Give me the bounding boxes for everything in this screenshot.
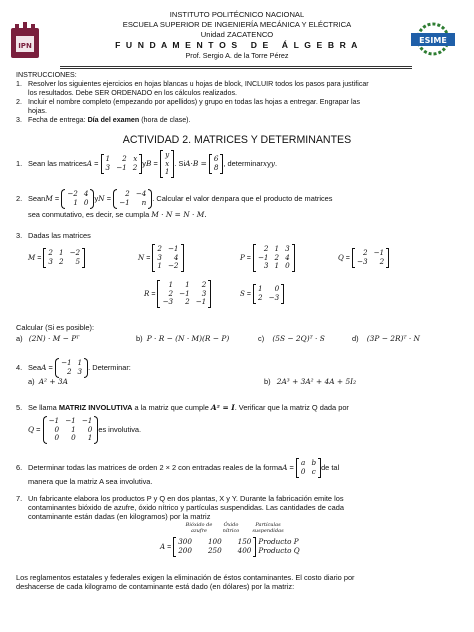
problem-5: 5. Se llama MATRIZ INVOLUTIVA a la matriz que cumple A² = I. Verificar que la matriz Q dada por [16, 403, 349, 412]
matrix-M-def: M = 2 1 −2 3 2 5 [28, 247, 85, 269]
matrix-cell: 1 [274, 244, 280, 254]
matrix-cell: −1 [257, 252, 269, 262]
matrix-cell: 100 [207, 537, 222, 547]
matrix-cell: 2 [201, 280, 207, 290]
matrix-A [101, 154, 143, 173]
matrix-cell: 3 [201, 288, 207, 298]
problem-7-line2: contaminantes bióxido de azufre, óxido nítrico y partículas suspendidas. Las cantidades de cada [28, 503, 344, 512]
matrix-Q-def: Q = 2 −1 −3 2 [338, 247, 389, 269]
matrix-cell: 2 [125, 189, 130, 199]
ipn-logo-icon [8, 22, 42, 62]
matrix-cell: 1 [157, 261, 162, 271]
p4-part-b: b) 2A³ + 3A² + 4A + 5I₂ [264, 377, 357, 386]
matrix-cell: 1 [71, 424, 76, 434]
col-head-particles: Partículas suspendidas [252, 522, 284, 534]
matrix-cell: 2 [362, 248, 368, 258]
activity-title: ACTIVIDAD 2. MATRICES Y DETERMINANTES [122, 134, 352, 146]
problem-5-matrix: Q = −1 −1 −1 0 1 0 0 0 1 es involutiva. [28, 416, 142, 443]
matrix-cell: −4 [135, 189, 147, 199]
matrix-cell: 3 [77, 367, 83, 376]
matrix-cell: 0 [71, 433, 76, 443]
matrix-cell: −1 [195, 297, 207, 307]
matrix-cell: 2 [132, 163, 138, 172]
matrix-cell: −1 [65, 416, 76, 426]
institution-name: INSTITUTO POLITÉCNICO NACIONAL [169, 10, 305, 19]
matrix-cell: 3 [285, 244, 290, 254]
matrix-cell: 6 [213, 154, 219, 164]
matrix-cell: 0 [87, 424, 93, 434]
document-header [0, 10, 474, 68]
matrix-cell: −3 [268, 293, 280, 302]
problem-6-continued: manera que la matriz A sea involutiva. [28, 477, 153, 486]
matrix-cell: −1 [60, 358, 72, 368]
matrix-Q [43, 416, 99, 444]
instructions-title: INSTRUCCIONES: [16, 71, 77, 79]
matrix-R-def: R = 1 1 2 2 −1 3 −3 2 −1 [144, 278, 211, 310]
matrix-cell: x [165, 158, 170, 168]
matrix-cell: −1 [119, 198, 130, 207]
matrix-A [55, 358, 88, 377]
svg-text:IPN: IPN [18, 42, 32, 50]
matrix-B [160, 150, 175, 178]
problem-4: 4. Sea A = −1 1 2 3 . Determinar: [16, 358, 131, 376]
problem-3: 3. Dadas las matrices [16, 231, 91, 240]
matrix-cell: −2 [167, 261, 179, 271]
matrix-M [61, 189, 94, 208]
matrix-cell: 0 [54, 433, 60, 443]
matrix-cell: 1 [257, 284, 263, 294]
row-label-p: Producto P [258, 537, 299, 547]
matrix-cell: y [165, 150, 170, 160]
matrix-cell: 3 [157, 252, 162, 262]
matrix-cell: 300 [178, 537, 192, 547]
matrix-N [113, 189, 152, 208]
matrix-cell: 1 [73, 198, 78, 207]
instruction-item: 3. Fecha de entrega: Día del examen (hora de clase). [16, 116, 191, 124]
instruction-item-continued: hojas. [28, 107, 47, 115]
matrix-cell: 0 [274, 284, 280, 294]
matrix-cell: 0 [300, 467, 306, 476]
matrix-cell: 1 [87, 433, 93, 443]
matrix-cell: −1 [81, 416, 93, 426]
col-head-sulfur: Bióxido de azufre [185, 522, 213, 534]
esime-logo-icon [407, 22, 459, 56]
matrix-cell: −1 [116, 163, 127, 172]
matrix-cell: −1 [179, 288, 190, 298]
matrix-cell: 2 [122, 154, 127, 164]
matrix-cell: 4 [173, 252, 179, 262]
instruction-item: 2. Incluir el nombre completo (empezando por apellidos) y grupo en todas las hojas a entregar. Engrapar las [16, 98, 361, 106]
problem-1: 1. Sean las matrices A = 1 2 x 3 −1 2 y B = y x 1 . Si A·B = 6 8 , determinar x y y . [16, 150, 278, 177]
matrix-cell: 2 [263, 244, 269, 254]
part-c: c) (5S − 2Q)ᵀ · S [258, 334, 325, 343]
matrix-cell: 400 [237, 546, 252, 555]
matrix-cell: 0 [54, 424, 60, 434]
matrix-cell: −2 [69, 248, 81, 258]
matrix-cell: −3 [162, 297, 174, 307]
col-head-nitric: Óxido nítrico [222, 522, 240, 534]
matrix-cell: 0 [285, 261, 290, 271]
calc-label: Calcular (Si es posible): [16, 323, 95, 332]
matrix-cell: 2 [48, 248, 53, 258]
matrix-AB [209, 154, 224, 173]
matrix-cell: b [311, 458, 317, 468]
part-d: d) (3P − 2R)ᵀ · N [352, 334, 421, 343]
matrix-pollutants: A = 300 100 150 200 250 400 Producto P Producto Q [160, 537, 300, 555]
matrix-cell: 1 [164, 167, 170, 177]
matrix-cell: a [301, 458, 306, 468]
part-a: a) (2N) · M − Pᵀ [16, 334, 80, 343]
matrix-cell: −1 [48, 416, 60, 426]
matrix-cell: 4 [83, 189, 89, 199]
matrix-cell: 0 [83, 198, 89, 207]
matrix-cell: 2 [257, 293, 263, 302]
closing-line1: Los reglamentos estatales y federales exigen la eliminación de éstos contaminantes. El costo diario por [16, 573, 355, 582]
matrix-S-def: S = 1 0 2 −3 [240, 283, 284, 305]
matrix-cell: 8 [213, 163, 219, 172]
matrix-cell: c [311, 467, 316, 476]
instruction-item-continued: los resultados. Debe SER ORDENADO en los cálculos realizados. [28, 89, 237, 97]
matrix-cell: 1 [185, 280, 190, 290]
matrix-cell: 5 [75, 257, 81, 266]
professor-name: Prof. Sergio A. de la Torre Pérez [185, 51, 289, 60]
header-divider [60, 66, 412, 67]
part-b: b) P · R − (N · M)(R − P) [136, 334, 230, 343]
matrix-cell: 1 [105, 154, 111, 164]
matrix-cell: −1 [167, 244, 179, 254]
row-label-q: Producto Q [258, 546, 300, 555]
matrix-cell: −1 [373, 248, 385, 258]
matrix-N-def: N = 2 −1 3 4 1 −2 [138, 242, 184, 274]
matrix-cell: n [141, 198, 147, 207]
matrix-cell: −3 [356, 257, 368, 266]
matrix-cell: 3 [263, 261, 269, 271]
matrix-cell: x [133, 154, 138, 164]
matrix-cell: 150 [237, 537, 252, 547]
matrix-cell: 1 [274, 261, 280, 271]
school-name: ESCUELA SUPERIOR DE INGENIERÍA MECÁNICA Y ELÉCTRICA [122, 20, 352, 29]
matrix-cell: 3 [48, 257, 53, 266]
matrix-cell: 4 [285, 252, 290, 262]
matrix-cell: 2 [185, 297, 190, 307]
problem-2: 2. Sean M = −2 4 1 0 y N = 2 −4 −1 n . Calcular el valor de n para que el producto de matrices [16, 189, 333, 207]
matrix-A-form [296, 458, 321, 477]
matrix-cell: 2 [58, 257, 64, 266]
matrix-cell: 1 [168, 280, 174, 290]
instruction-item: 1. Resolver los siguientes ejercicios en hojas blancas u hojas de block, INCLUIR todos los pasos para justificar [16, 80, 369, 88]
matrix-cell: 2 [274, 252, 280, 262]
matrix-cell: 2 [66, 367, 72, 376]
matrix-cell: 1 [77, 358, 83, 368]
matrix-cell: 2 [379, 257, 385, 266]
p4-part-a: a) A² + 3A [28, 377, 68, 386]
matrix-cell: −2 [67, 189, 78, 199]
header-divider [60, 68, 412, 69]
matrix-cell: 200 [178, 546, 192, 555]
svg-text:ESIME: ESIME [419, 36, 447, 45]
matrix-cell: 3 [105, 163, 111, 172]
matrix-cell: 1 [58, 248, 64, 258]
course-title: F U N D A M E N T O S D E Á L G E B R A [115, 40, 359, 50]
matrix-cell: 250 [207, 546, 222, 555]
matrix-cell: 2 [168, 288, 174, 298]
problem-2-continued: sea conmutativo, es decir, se cumpla M · N = N · M. [28, 210, 207, 219]
matrix-cell: 2 [157, 244, 162, 254]
unit-name: Unidad ZACATENCO [200, 30, 274, 39]
closing-line2: deshacerse de cada kilogramo de contaminante está dado (en dólares) por la matriz: [16, 582, 295, 591]
matrix-P-def: P = 2 1 3 −1 2 4 3 1 0 [240, 242, 295, 274]
problem-7-line3: contaminante están dadas (en kilogramos) por la matriz [28, 512, 211, 521]
problem-7: 7. Un fabricante elabora los productos P y Q en dos plantas, X y Y. Durante la fabricación emite los [16, 494, 344, 503]
problem-6: 6. Determinar todas las matrices de orden 2 × 2 con entradas reales de la forma A = a b 0 c de tal [16, 458, 340, 476]
